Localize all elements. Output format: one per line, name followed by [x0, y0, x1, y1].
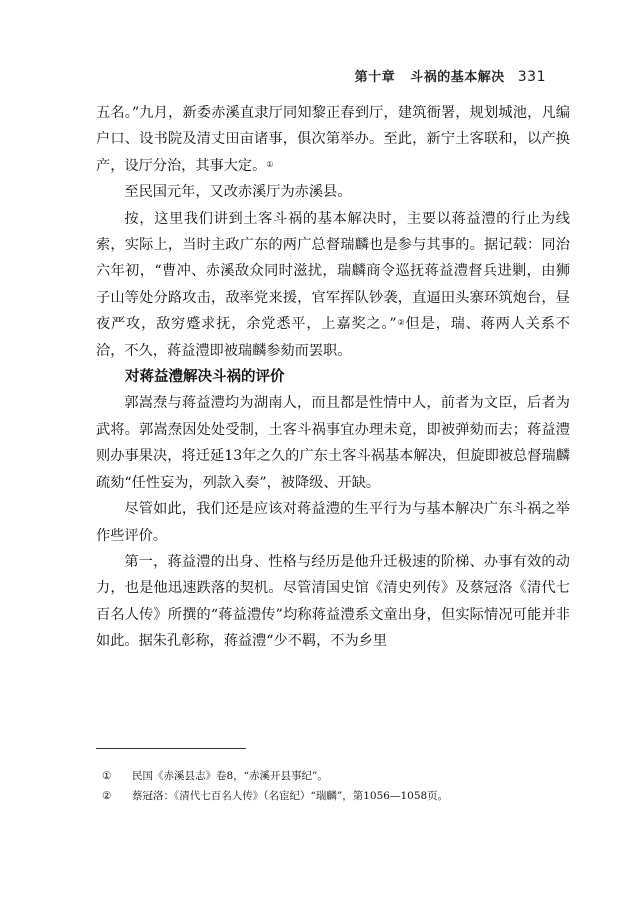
paragraph: 第一，蒋益澧的出身、性格与经历是他升迁极速的阶梯、办事有效的动力，也是他迅速跌落的契机。尽管清国史馆《清史列传》及蔡冠洛《清代七百名人传》所撰的“蒋益澧传”均称蒋益澧系文童出身，但实际情况可能并非如此。据朱孔彰称，蒋益澧“少不羁，不为乡里: [96, 553, 570, 650]
footnote-ref: ①: [266, 159, 274, 169]
paragraph: 郭嵩焘与蒋益澧均为湖南人，而且都是性情中人，前者为文臣，后者为武将。郭嵩焘因处处受制，土客斗祸事宜办理未竟，即被弹劾而去；蒋益澧则办事果决，将迁延13年之久的广东土客斗祸基本解决，但旋即被总督瑞麟疏劾“任性妄为，列款入奏”，被降级、开缺。: [96, 395, 570, 491]
chapter-label: 第十章: [354, 70, 396, 85]
footnote-ref: ②: [396, 318, 406, 328]
footnote-mark: ①: [102, 770, 112, 782]
footnote-divider: [96, 748, 246, 749]
paragraph: [96, 206, 570, 364]
footnote-text: 民国《赤溪县志》卷8，“赤溪开县事纪”。: [132, 770, 328, 782]
paragraph: 尽管如此，我们还是应该对蒋益澧的生平行为与基本解决广东斗祸之举作些评价。: [96, 501, 570, 544]
paragraph-text: 但是，瑞、蒋两人关系不洽，不久，蒋益澧即被瑞麟参劾而罢职。: [96, 316, 570, 359]
page-number: 331: [517, 69, 546, 85]
paragraph: [96, 100, 570, 179]
footnote-text: 蔡冠洛：《清代七百名人传》（名宦纪）“瑞麟”，第1056—1058页。: [132, 790, 449, 802]
footnote: [96, 786, 576, 806]
section-heading: 对蒋益澧解决斗祸的评价: [125, 369, 285, 386]
footnote-mark: ②: [102, 790, 112, 802]
footnotes: [96, 766, 576, 806]
paragraph-text: 五名。”九月，新委赤溪直隶厅同知黎正春到厅，建筑衙署，规划城池，凡编户口、设书院及清丈田亩诸事，俱次第举办。至此，新宁土客联和，以产换产，设厅分治，其事大定。: [96, 105, 570, 174]
running-header: [355, 66, 546, 85]
footnote: [96, 766, 576, 786]
main-text: [96, 100, 570, 655]
paragraph-text: 按，这里我们讲到土客斗祸的基本解决时，主要以蒋益澧的行止为线索，实际上，当时主政广东的两广总督瑞麟也是参与其事的。据记载：同治六年初，“曹冲、赤溪敌众同时滋扰，瑞麟商令巡抚蒋益澧督兵进剿，由狮子山等处分路攻击，敌率党来援，官军挥队钞袭，直逼田头寨环筑炮台，昼夜严攻，敌穷蹙求抚，余党悉平，上嘉奖之。”: [96, 210, 570, 333]
paragraph: 至民国元年，又改赤溪厅为赤溪县。: [124, 184, 352, 201]
chapter-title: 斗祸的基本解决: [410, 70, 505, 85]
